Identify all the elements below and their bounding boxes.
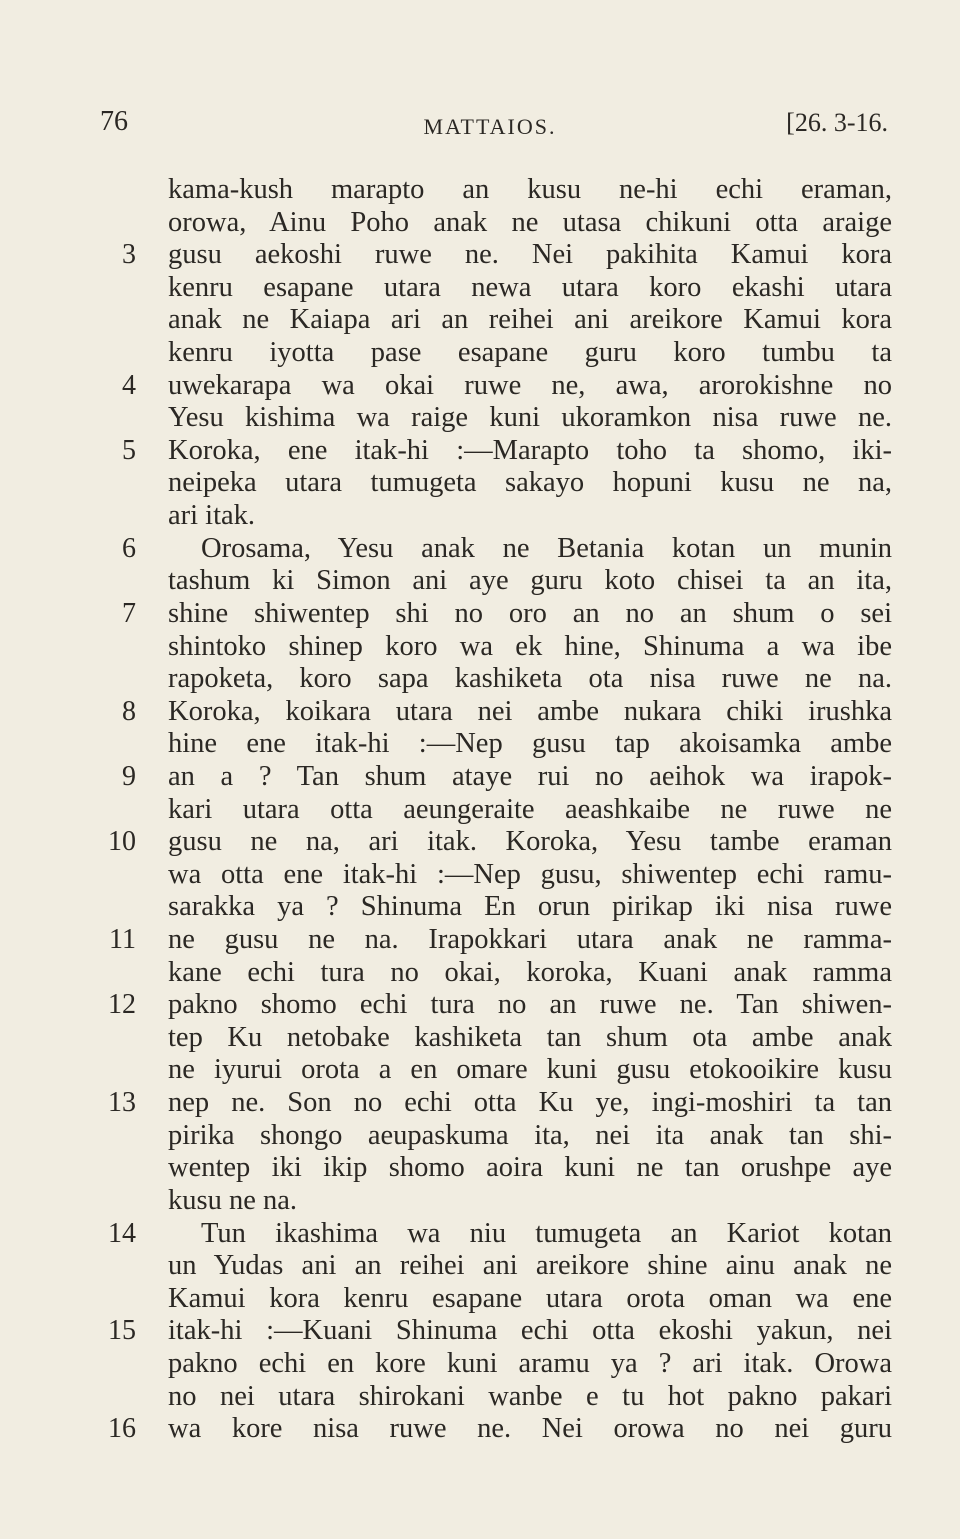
text-line	[0, 696, 960, 729]
line-text: uwekarapa wa okai ruwe ne, awa, arorokishne no	[168, 369, 892, 401]
line-text: no nei utara shirokani wanbe e tu hot pakno pakari	[168, 1380, 892, 1412]
verse-number: 15	[108, 1315, 136, 1347]
verse-number: 16	[108, 1413, 136, 1445]
line-text: sarakka ya ? Shinuma En orun pirikap iki nisa ruwe	[168, 891, 892, 923]
text-line	[0, 924, 960, 957]
line-text: rapoketa, koro sapa kashiketa ota nisa ruwe ne na.	[168, 663, 892, 695]
text-line	[0, 272, 960, 305]
text-line	[0, 957, 960, 990]
line-text: Yesu kishima wa raige kuni ukoramkon nisa ruwe ne.	[168, 402, 892, 434]
text-line	[0, 402, 960, 435]
line-text: wentep iki ikip shomo aoira kuni ne tan orushpe aye	[168, 1152, 892, 1184]
line-text: hine ene itak-hi :—Nep gusu tap akoisamka ambe	[168, 728, 892, 760]
text-line	[0, 891, 960, 924]
verse-number: 10	[108, 826, 136, 858]
text-line	[0, 1185, 960, 1218]
line-text: wa otta ene itak-hi :—Nep gusu, shiwentep echi ramu-	[168, 858, 892, 890]
verse-number: 9	[122, 760, 136, 792]
verse-number: 14	[108, 1217, 136, 1249]
line-text: shine shiwentep shi no oro an no an shum o sei	[168, 597, 892, 629]
verse-number: 12	[108, 989, 136, 1021]
text-line	[0, 728, 960, 761]
running-title: MATTAIOS.	[423, 114, 557, 139]
text-line	[0, 467, 960, 500]
line-text: un Yudas ani an reihei ani areikore shine ainu anak ne	[168, 1250, 892, 1282]
line-text: Orosama, Yesu anak ne Betania kotan un munin	[201, 532, 892, 564]
verse-number: 3	[122, 239, 136, 271]
line-text: ari itak.	[168, 500, 256, 532]
verse-number: 7	[122, 597, 136, 629]
verse-number: 4	[122, 369, 136, 401]
verse-number: 13	[108, 1087, 136, 1119]
text-line	[0, 1315, 960, 1348]
text-line	[0, 174, 960, 207]
verse-number: 5	[122, 434, 136, 466]
verse-range: [26. 3-16.	[786, 108, 888, 137]
text-line	[0, 1087, 960, 1120]
text-line	[0, 1250, 960, 1283]
text-line	[0, 1218, 960, 1251]
text-line	[0, 794, 960, 827]
line-text: pirika shongo aeupaskuma ita, nei ita anak tan shi-	[168, 1119, 892, 1151]
line-text: Koroka, ene itak-hi :—Marapto toho ta shomo, iki-	[168, 434, 892, 466]
page-header	[0, 106, 960, 146]
line-text: an a ? Tan shum ataye rui no aeihok wa irapok-	[168, 760, 892, 792]
text-line	[0, 533, 960, 566]
line-text: ne iyurui orota a en omare kuni gusu etokooikire kusu	[168, 1054, 892, 1086]
text-line	[0, 565, 960, 598]
line-text: kusu ne na.	[168, 1184, 298, 1216]
line-text: kari utara otta aeungeraite aeashkaibe ne ruwe ne	[168, 793, 892, 825]
text-line	[0, 239, 960, 272]
line-text: kama-kush marapto an kusu ne-hi echi eraman,	[168, 174, 892, 205]
text-line	[0, 989, 960, 1022]
line-text: Tun ikashima wa niu tumugeta an Kariot kotan	[201, 1217, 892, 1249]
line-text: itak-hi :—Kuani Shinuma echi otta ekoshi yakun, nei	[168, 1315, 892, 1347]
line-text: wa kore nisa ruwe ne. Nei orowa no nei guru	[168, 1413, 892, 1445]
line-text: tep Ku netobake kashiketa tan shum ota ambe anak	[168, 1021, 892, 1053]
line-text: pakno echi en kore kuni aramu ya ? ari itak. Orowa	[168, 1347, 892, 1379]
line-text: kenru iyotta pase esapane guru koro tumbu ta	[168, 337, 892, 369]
line-text: nep ne. Son no echi otta Ku ye, ingi-moshiri ta tan	[168, 1087, 892, 1119]
text-line	[0, 859, 960, 892]
line-text: pakno shomo echi tura no an ruwe ne. Tan shiwen-	[168, 989, 892, 1021]
text-line	[0, 1283, 960, 1316]
text-body	[0, 174, 960, 1446]
text-line	[0, 207, 960, 240]
text-line	[0, 435, 960, 468]
text-line	[0, 1152, 960, 1185]
text-line	[0, 1348, 960, 1381]
text-line	[0, 370, 960, 403]
text-line	[0, 663, 960, 696]
line-text: ne gusu ne na. Irapokkari utara anak ne ramma-	[168, 924, 892, 956]
text-line	[0, 1120, 960, 1153]
text-line	[0, 337, 960, 370]
verse-number: 8	[122, 695, 136, 727]
line-text: tashum ki Simon ani aye guru koto chisei ta an ita,	[168, 565, 892, 597]
text-line	[0, 500, 960, 533]
line-text: orowa, Ainu Poho anak ne utasa chikuni otta araige	[168, 206, 892, 238]
line-text: gusu ne na, ari itak. Koroka, Yesu tambe eraman	[168, 826, 892, 858]
verse-number: 11	[109, 924, 136, 956]
line-text: Kamui kora kenru esapane utara orota oman wa ene	[168, 1282, 892, 1314]
line-text: shintoko shinep koro wa ek hine, Shinuma a wa ibe	[168, 630, 892, 662]
text-line	[0, 598, 960, 631]
text-line	[0, 1054, 960, 1087]
text-line	[0, 631, 960, 664]
text-line	[0, 826, 960, 859]
verse-number: 6	[122, 532, 136, 564]
text-line	[0, 1413, 960, 1446]
text-line	[0, 1381, 960, 1414]
text-line	[0, 1022, 960, 1055]
line-text: Koroka, koikara utara nei ambe nukara chiki irushka	[168, 695, 892, 727]
line-text: gusu aekoshi ruwe ne. Nei pakihita Kamui kora	[168, 239, 892, 271]
line-text: kane echi tura no okai, koroka, Kuani anak ramma	[168, 956, 892, 988]
line-text: anak ne Kaiapa ari an reihei ani areikore Kamui kora	[168, 304, 892, 336]
line-text: kenru esapane utara newa utara koro ekashi utara	[168, 271, 892, 303]
line-text: neipeka utara tumugeta sakayo hopuni kusu ne na,	[168, 467, 892, 499]
text-line	[0, 761, 960, 794]
text-line	[0, 304, 960, 337]
page-number: 76	[100, 106, 128, 137]
